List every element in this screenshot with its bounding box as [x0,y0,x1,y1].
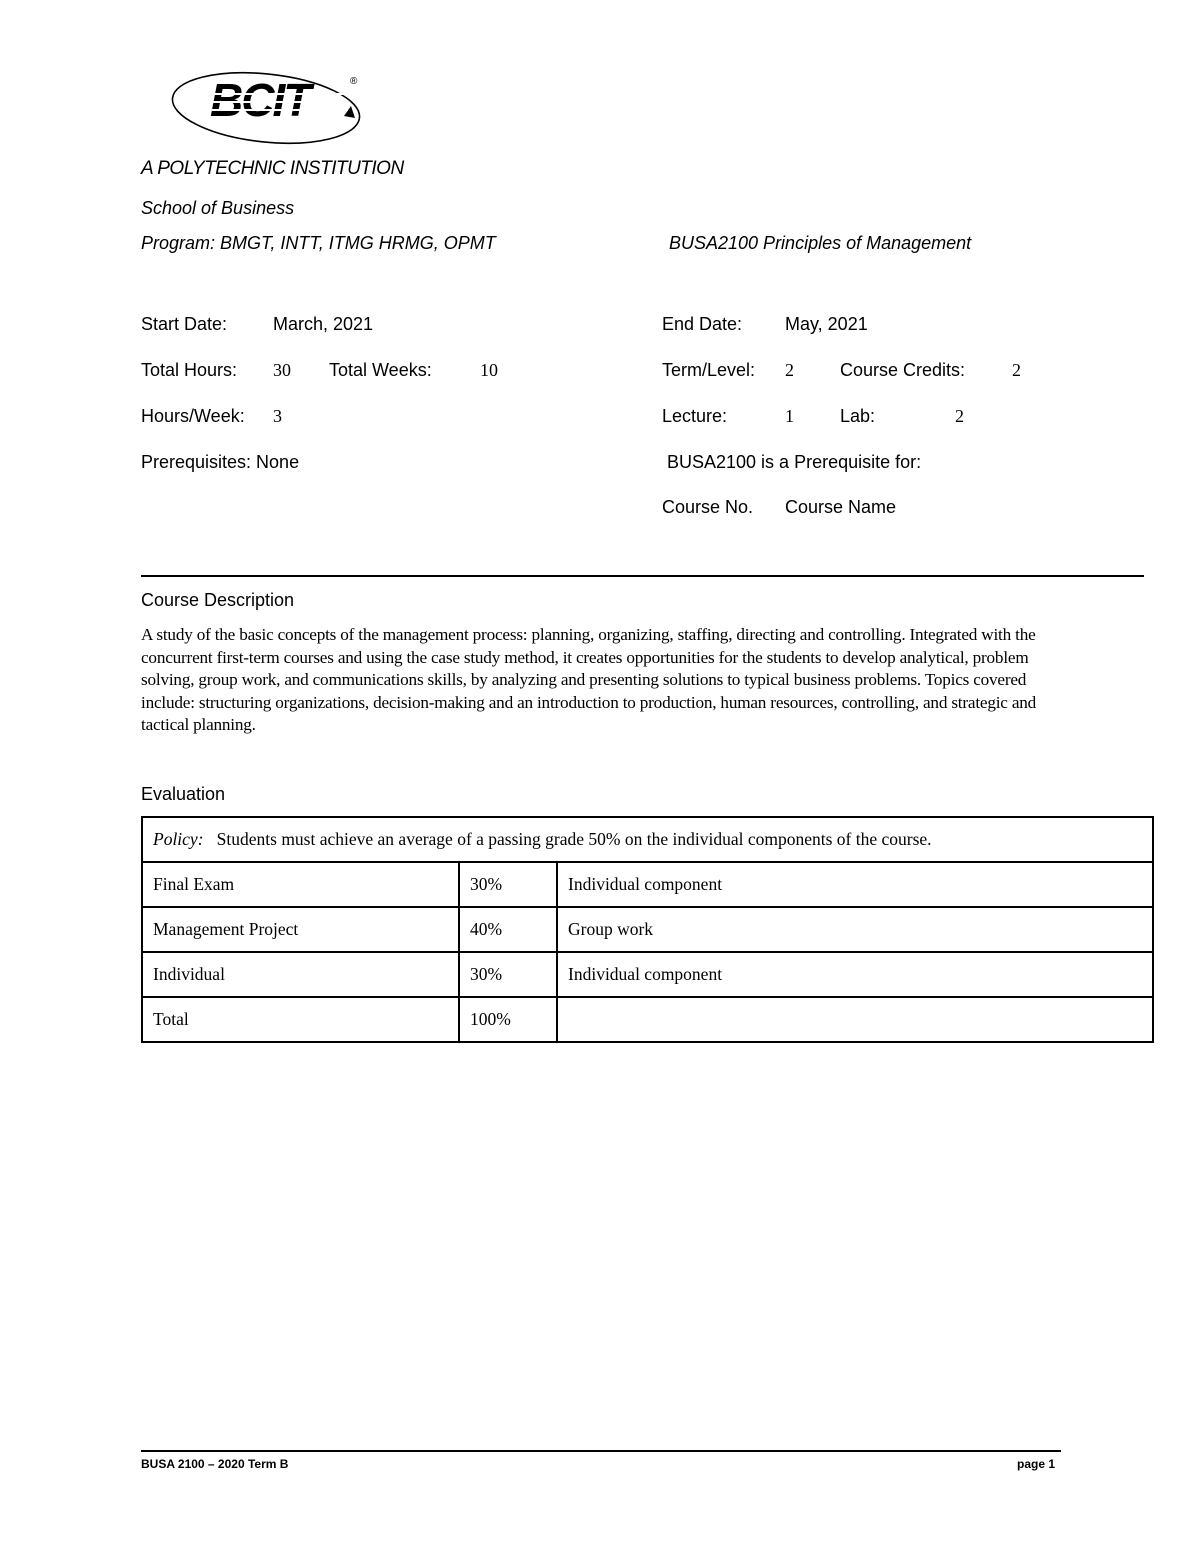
course-title: BUSA2100 Principles of Management [669,233,972,253]
prerequisites: Prerequisites: None [141,452,300,472]
course-credits-label: Course Credits: [840,360,966,380]
row-weight: 40% [459,907,557,952]
policy-row [142,817,1153,862]
course-credits-value: 2 [1012,360,1021,380]
course-description-heading: Course Description [141,590,295,610]
policy-text: Students must achieve an average of a passing grade 50% on the individual components of the course. [216,829,932,849]
term-level-label: Term/Level: [662,360,756,380]
footer-course-term: BUSA 2100 – 2020 Term B [141,1457,289,1471]
bcit-logo [168,66,378,154]
table-row [142,862,1153,907]
row-item: Total [142,997,459,1042]
row-note: Group work [557,907,1153,952]
row-note: Individual component [557,862,1153,907]
hours-week-label: Hours/Week: [141,406,245,426]
lecture-value: 1 [785,406,794,426]
total-weeks-value: 10 [480,360,498,380]
row-item: Management Project [142,907,459,952]
logo-wordmark: BCIT [210,74,310,126]
table-row [142,997,1153,1042]
row-note: Individual component [557,952,1153,997]
lecture-label: Lecture: [662,406,728,426]
evaluation-heading: Evaluation [141,784,226,804]
table-row [142,952,1153,997]
term-level-value: 2 [785,360,794,380]
program-list: Program: BMGT, INTT, ITMG HRMG, OPMT [141,233,496,253]
row-weight: 30% [459,862,557,907]
total-hours-label: Total Hours: [141,360,238,380]
end-date-value: May, 2021 [785,314,868,334]
policy-label: Policy: [153,829,204,849]
row-item: Final Exam [142,862,459,907]
policy-cell [142,817,1153,862]
lab-value: 2 [955,406,964,426]
section-divider [141,575,1144,577]
footer-divider [141,1450,1061,1452]
course-no-label: Course No. [662,497,754,517]
table-row [142,907,1153,952]
start-date-label: Start Date: [141,314,228,334]
start-date-value: March, 2021 [273,314,374,334]
prerequisite-for: BUSA2100 is a Prerequisite for: [667,452,922,472]
row-note [557,997,1153,1042]
evaluation-table [141,816,1154,1043]
total-hours-value: 30 [273,360,291,380]
svg-text:®: ® [350,76,358,87]
school-name: School of Business [141,198,295,218]
row-weight: 100% [459,997,557,1042]
row-weight: 30% [459,952,557,997]
course-description-text: A study of the basic concepts of the management process: planning, organizing, staffing, directing and controlling. Integrated with the concurrent first-term courses and using the case study method, it creates opportunities for the students to develop analytical, problem solving, group work, and communications skills, by analyzing and presenting solutions to typical business problems. Topics covered include: structuring organizations, decision-making and an introduction to production, human resources, controlling, and strategic and tactical planning. [141,625,1037,734]
hours-week-value: 3 [273,406,282,426]
footer-page-number: page 1 [1017,1457,1056,1471]
total-weeks-label: Total Weeks: [329,360,432,380]
logo-tagline: A POLYTECHNIC INSTITUTION [141,158,404,179]
course-name-label: Course Name [785,497,897,517]
end-date-label: End Date: [662,314,743,334]
lab-label: Lab: [840,406,876,426]
row-item: Individual [142,952,459,997]
